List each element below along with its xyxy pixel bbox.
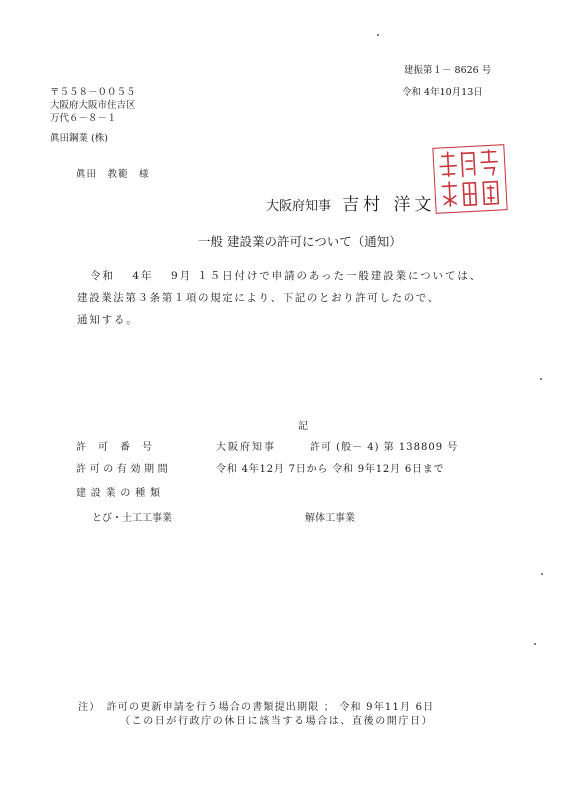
- official-seal-image: [432, 144, 507, 214]
- body-line-3: 通知する。: [77, 314, 139, 326]
- sender-block: [266, 190, 436, 215]
- scan-speck: [534, 643, 536, 645]
- business-type-item: とび・土工工事業: [92, 513, 172, 524]
- permit-number-value: 許可 (般－ 4) 第 138809 号: [310, 442, 459, 453]
- document-title: 一般 建設業の許可について（通知）: [198, 234, 402, 249]
- valid-period-value: 令和 4年12月 7日から 令和 9年12月 6日まで: [216, 464, 445, 475]
- document-date: 令和 4年10月13日: [402, 87, 483, 98]
- seal-glyphs: [433, 145, 505, 212]
- permit-number-label: 許可番号: [76, 442, 164, 453]
- scan-speck: [541, 573, 543, 575]
- note-line-1: 注） 許可の更新申請を行う場合の書類提出期限 ； 令和 9年11月 6日: [78, 702, 435, 713]
- sender-name: 吉村 洋文: [342, 195, 436, 215]
- sender-office: 大阪府知事: [266, 199, 332, 214]
- body-line-2: 建設業法第３条第１項の規定により、下記のとおり許可したので、: [77, 292, 440, 304]
- postal-code: 〒５５８－００５５: [50, 87, 136, 98]
- valid-period-label: 許可の有効期間: [76, 464, 172, 475]
- address-line-1: 大阪府大阪市住吉区: [50, 100, 136, 111]
- recipient-name: 眞田 教範 様: [76, 169, 150, 180]
- scan-speck: [377, 34, 379, 36]
- business-types-label: 建設業の種類: [76, 488, 165, 499]
- scan-speck: [540, 378, 542, 380]
- business-type-item: 解体工事業: [305, 513, 355, 524]
- note-line-2: （この日が行政庁の休日に該当する場合は、直後の開庁日）: [120, 716, 434, 727]
- document-number: 建振第１－ 8626 号: [404, 65, 492, 76]
- record-heading: 記: [298, 421, 308, 432]
- address-line-2: 万代６－８－１: [50, 113, 117, 124]
- company-name: 眞田鋼業 (株): [50, 133, 108, 144]
- permit-number-authority: 大阪府知事: [216, 442, 276, 453]
- body-line-1: 令和 4年 9月 １５日付けで申請のあった一般建設業については、: [90, 270, 483, 282]
